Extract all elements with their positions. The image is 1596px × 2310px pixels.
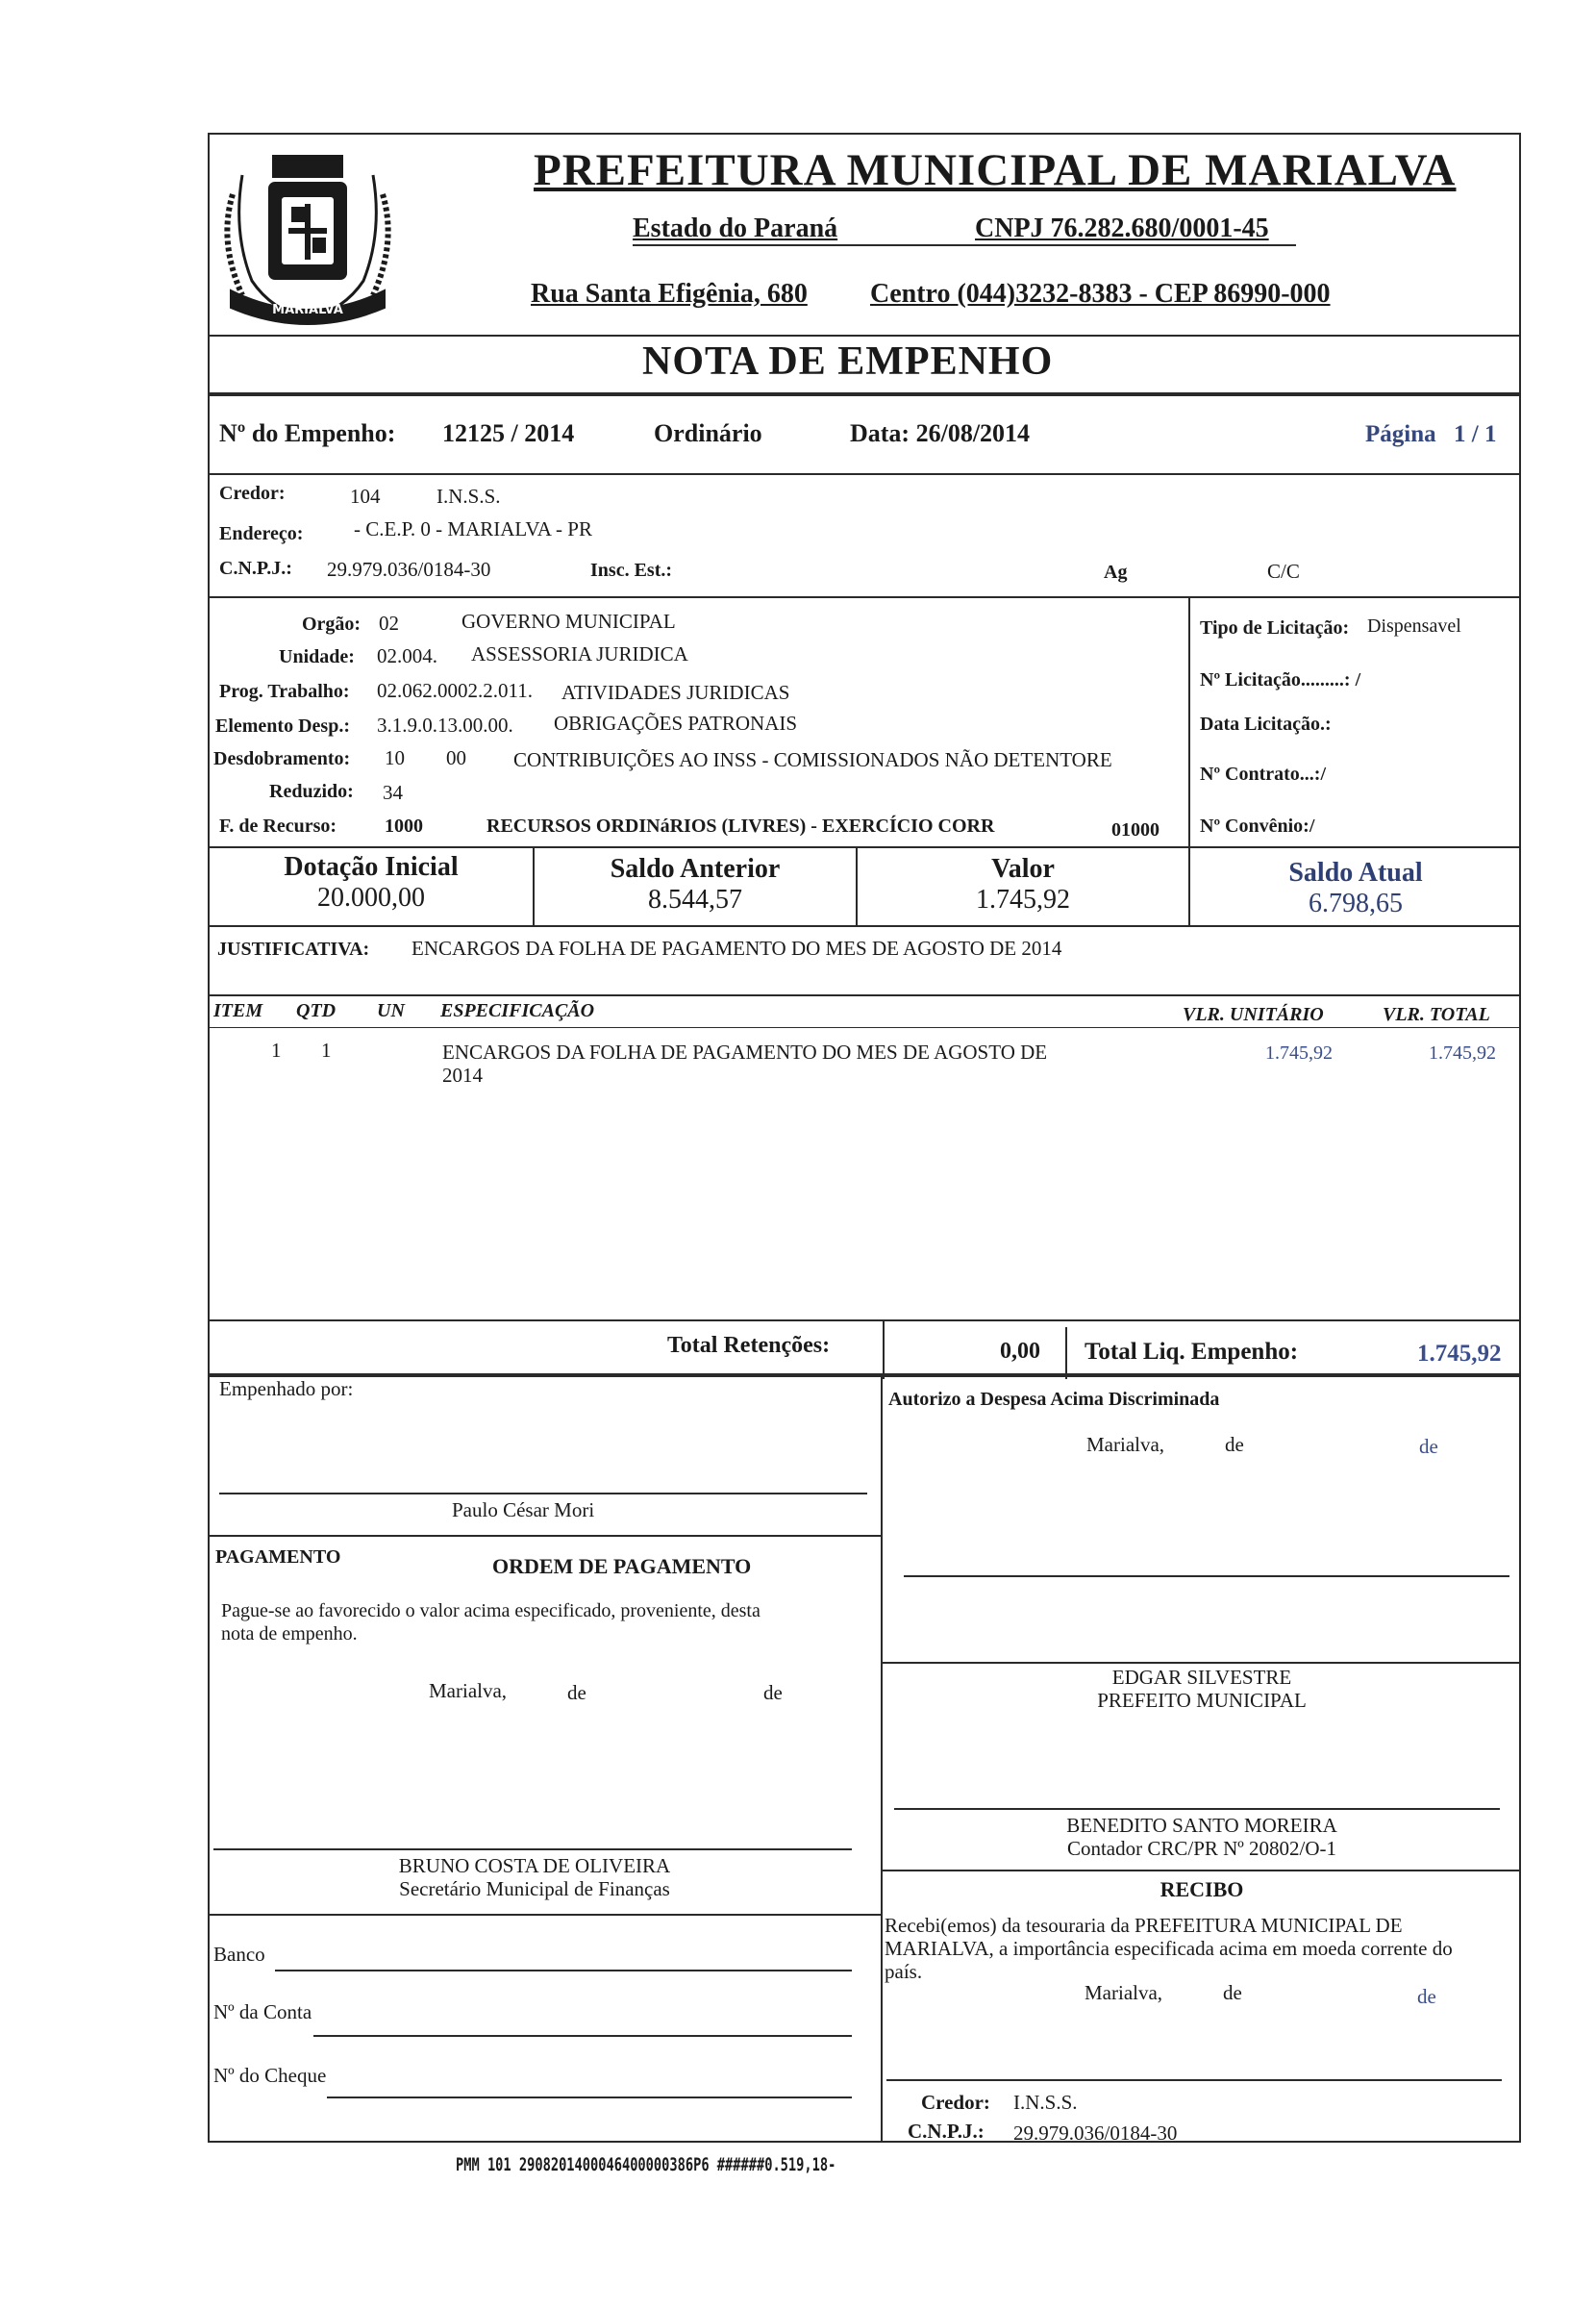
total-liq-value: 1.745,92 [1417,1341,1502,1367]
desdob-a: 10 [385,746,405,769]
orgao-label: Orgão: [302,614,362,635]
total-liq-label: Total Liq. Empenho: [1085,1339,1299,1365]
justificativa-label: JUSTIFICATIVA: [217,939,370,960]
saldo-atual-label: Saldo Atual [1288,858,1423,888]
recibo-credor: I.N.S.S. [1013,2091,1078,2114]
recibo-credor-label: Credor: [921,2091,990,2114]
row-vlr-total: 1.745,92 [1429,1042,1496,1064]
header-address-rest: Centro (044)3232-8383 - CEP 86990-000 [870,279,1331,309]
orgao-code: 02 [379,612,399,635]
prefeito-name: EDGAR SILVESTRE [1111,1666,1292,1689]
reduzido: 34 [383,781,403,804]
footer-code: PMM 101 2908201400046400000386P6 ######0.519,18- [456,2154,836,2175]
dotacao-value: 20.000,00 [317,883,425,913]
prog-code: 02.062.0002.2.011. [377,679,533,702]
cnpj-label: C.N.P.J.: [219,558,292,579]
insc-label: Insc. Est.: [590,560,673,581]
prog-name: ATIVIDADES JURIDICAS [561,681,790,704]
table-row [208,1035,1521,1092]
header-address: Rua Santa Efigênia, 680 [531,279,808,309]
endereco: - C.E.P. 0 - MARIALVA - PR [354,517,592,540]
unidade-code: 02.004. [377,644,437,667]
retencoes-label: Total Retenções: [667,1333,831,1358]
retencoes-value: 0,00 [1000,1339,1040,1364]
col-un: UN [377,1000,405,1021]
licitacao-numero: Nº Licitação.........: / [1200,669,1361,690]
pagamento-de1: de [567,1681,586,1704]
row-spec-line1: ENCARGOS DA FOLHA DE PAGAMENTO DO MES DE AGOSTO DE [442,1041,1048,1064]
recibo-de2: de [1417,1985,1436,2008]
empenhado-label: Empenhado por: [219,1377,354,1400]
recurso-label: F. de Recurso: [219,816,337,837]
conta-label: Nº da Conta [213,2000,312,2023]
pagamento-text-1: Pague-se ao favorecido o valor acima especificado, proveniente, desta [221,1600,761,1621]
autorizo-label: Autorizo a Despesa Acima Discriminada [888,1389,1220,1410]
endereco-label: Endereço: [219,523,304,544]
licitacao-convenio: Nº Convênio:/ [1200,816,1315,837]
licitacao-tipo-label: Tipo de Licitação: [1200,617,1350,639]
secretario-role: Secretário Municipal de Finanças [399,1877,670,1900]
prog-label: Prog. Trabalho: [219,681,350,702]
licitacao-data: Data Licitação.: [1200,714,1332,735]
empenho-date: Data: 26/08/2014 [850,419,1031,447]
saldo-anterior-value: 8.544,57 [648,885,742,915]
recibo-line3: país. [885,1960,923,1983]
recibo-cnpj: 29.979.036/0184-30 [1013,2122,1178,2145]
coat-of-arms-text: MARIALVA [272,303,343,317]
pagamento-label: PAGAMENTO [215,1546,341,1568]
recibo-place: Marialva, [1085,1981,1163,2004]
pagamento-text-2: nota de empenho. [221,1623,358,1645]
row-item: 1 [271,1039,282,1062]
credor-name: I.N.S.S. [436,485,501,508]
justificativa-text: ENCARGOS DA FOLHA DE PAGAMENTO DO MES DE AGOSTO DE 2014 [411,937,1062,960]
empenho-type: Ordinário [654,419,762,447]
page-number: 1 / 1 [1454,421,1497,447]
licitacao-contrato: Nº Contrato...:/ [1200,764,1327,785]
desdob-name: CONTRIBUIÇÕES AO INSS - COMISSIONADOS NÃO DETENTORE [513,748,1112,771]
empenho-number-label: Nº do Empenho: [219,419,396,447]
pagamento-de2: de [763,1681,783,1704]
recurso-num: 01000 [1111,819,1160,841]
pagamento-place: Marialva, [429,1679,508,1702]
autorizo-de2: de [1419,1435,1438,1458]
header-title: PREFEITURA MUNICIPAL DE MARIALVA [534,145,1457,195]
empenhado-name: Paulo César Mori [452,1498,595,1521]
reduzido-label: Reduzido: [269,781,354,802]
prefeito-role: PREFEITO MUNICIPAL [1097,1689,1307,1712]
row-qtd: 1 [321,1039,332,1062]
valor-value: 1.745,92 [976,885,1070,915]
contador-name: BENEDITO SANTO MOREIRA [1066,1814,1337,1837]
col-qtd: QTD [296,1000,337,1021]
recibo-cnpj-label: C.N.P.J.: [908,2120,985,2143]
unidade-name: ASSESSORIA JURIDICA [471,642,688,665]
row-spec-line2: 2014 [442,1064,483,1087]
desdob-label: Desdobramento: [213,748,351,769]
recibo-line1: Recebi(emos) da tesouraria da PREFEITURA MUNICIPAL DE [885,1914,1403,1937]
desdob-b: 00 [446,746,466,769]
autorizo-place: Marialva, [1086,1433,1165,1456]
autorizo-de1: de [1225,1433,1244,1456]
recurso-code: 1000 [385,816,423,837]
saldo-atual-value: 6.798,65 [1309,889,1403,918]
credor-cnpj: 29.979.036/0184-30 [327,558,491,581]
header-cnpj: CNPJ 76.282.680/0001-45 [975,213,1269,243]
doc-title: NOTA DE EMPENHO [642,339,1054,384]
ordem-pagamento: ORDEM DE PAGAMENTO [492,1554,752,1578]
banco-label: Banco [213,1943,265,1966]
col-vlr-unit: VLR. UNITÁRIO [1183,1004,1324,1025]
credor-code: 104 [350,485,381,508]
unidade-label: Unidade: [279,646,355,667]
secretario-name: BRUNO COSTA DE OLIVEIRA [398,1854,671,1877]
row-vlr-unit: 1.745,92 [1265,1042,1333,1064]
recibo-label: RECIBO [1160,1877,1244,1901]
dotacao-label: Dotação Inicial [284,852,459,882]
recibo-line2: MARIALVA, a importância especificada acima em moeda corrente do [885,1937,1453,1960]
coat-of-arms-icon [213,137,402,331]
elemento-label: Elemento Desp.: [215,716,350,737]
valor-label: Valor [991,854,1055,884]
elemento-code: 3.1.9.0.13.00.00. [377,714,513,737]
col-vlr-total: VLR. TOTAL [1383,1004,1490,1025]
cheque-label: Nº do Cheque [213,2064,327,2087]
recibo-de1: de [1223,1981,1242,2004]
cc-label: C/C [1267,560,1300,583]
col-spec: ESPECIFICAÇÃO [440,1000,595,1021]
header-state: Estado do Paraná [633,213,838,243]
ag-label: Ag [1104,562,1128,583]
empenho-number: 12125 / 2014 [442,419,575,447]
licitacao-tipo: Dispensavel [1367,615,1461,637]
orgao-name: GOVERNO MUNICIPAL [461,610,676,633]
col-item: ITEM [213,1000,263,1021]
credor-label: Credor: [219,483,286,504]
contador-role: Contador CRC/PR Nº 20802/O-1 [1066,1837,1337,1860]
page-label: Página [1365,421,1436,447]
saldo-anterior-label: Saldo Anterior [610,854,781,884]
elemento-name: OBRIGAÇÕES PATRONAIS [554,712,798,735]
recurso-name: RECURSOS ORDINáRIOS (LIVRES) - EXERCÍCIO CORR [486,816,995,837]
